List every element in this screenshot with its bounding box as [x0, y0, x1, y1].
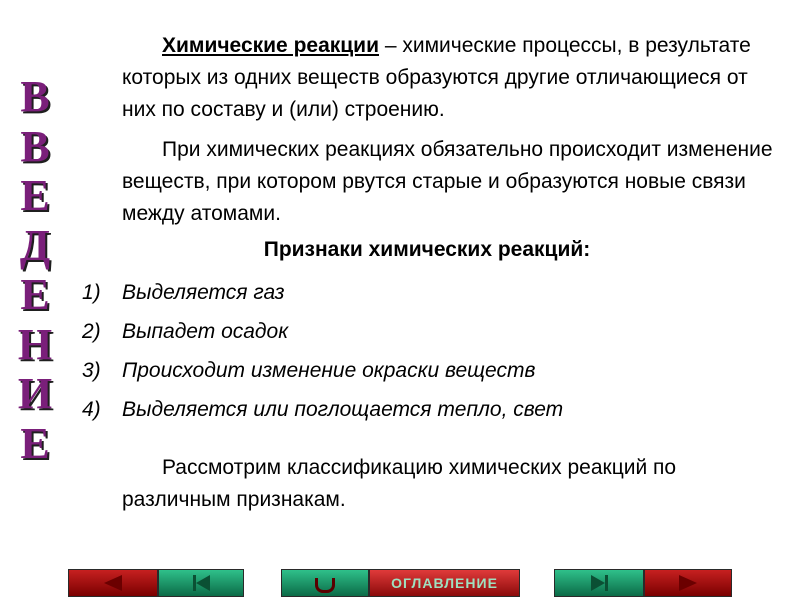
last-slide-button[interactable]	[554, 569, 644, 597]
list-item	[82, 392, 762, 431]
list-number: 3)	[82, 359, 101, 382]
next-slide-button[interactable]	[644, 569, 732, 597]
list-item	[82, 275, 762, 314]
vertical-title-letter: Н	[17, 319, 53, 369]
last-slide-bar-icon	[605, 575, 608, 591]
vertical-title-letter: Д	[19, 220, 51, 270]
intro-block	[122, 30, 782, 266]
list-item	[82, 314, 762, 353]
vertical-title	[12, 72, 58, 468]
definition-paragraph	[122, 30, 782, 126]
vertical-title-letter: В	[20, 121, 50, 171]
list-item	[82, 353, 762, 392]
list-number: 4)	[82, 398, 101, 421]
prev-arrow-icon	[104, 575, 122, 591]
vertical-title-letter: В	[20, 72, 50, 121]
closing-paragraph: Рассмотрим классификацию химических реакций по различным признакам.	[122, 456, 677, 511]
return-button[interactable]	[281, 569, 369, 597]
vertical-title-letter: Е	[20, 270, 50, 319]
list-text: Выделяется газ	[122, 281, 285, 304]
signs-list	[82, 275, 762, 431]
first-slide-arrow-icon	[196, 575, 210, 591]
vertical-title-letter: И	[17, 369, 53, 418]
list-text: Выделяется или поглощается тепло, свет	[122, 398, 564, 421]
vertical-title-letter: Е	[20, 171, 50, 220]
prev-slide-button[interactable]	[68, 569, 158, 597]
contents-button[interactable]: ОГЛАВЛЕНИЕ	[369, 569, 520, 597]
return-icon	[315, 578, 335, 593]
list-number: 1)	[82, 281, 101, 304]
list-text: Происходит изменение окраски веществ	[122, 359, 536, 382]
next-arrow-icon	[679, 575, 697, 591]
first-slide-button[interactable]	[158, 569, 244, 597]
vertical-title-letter: Е	[20, 418, 50, 468]
signs-title: Признаки химических реакций:	[263, 238, 591, 261]
last-slide-icon	[591, 575, 605, 591]
bond-paragraph: При химических реакциях обязательно происходит изменение веществ, при котором рвутся старые и образуются новые связи между атомами.	[122, 138, 773, 225]
definition-term: Химические реакции	[162, 34, 379, 57]
list-text: Выпадет осадок	[122, 320, 289, 343]
list-number: 2)	[82, 320, 101, 343]
definition-text: – химические процессы, в результате которых из одних веществ образуются другие отличающиеся от них по составу и (или) строению.	[122, 34, 751, 121]
